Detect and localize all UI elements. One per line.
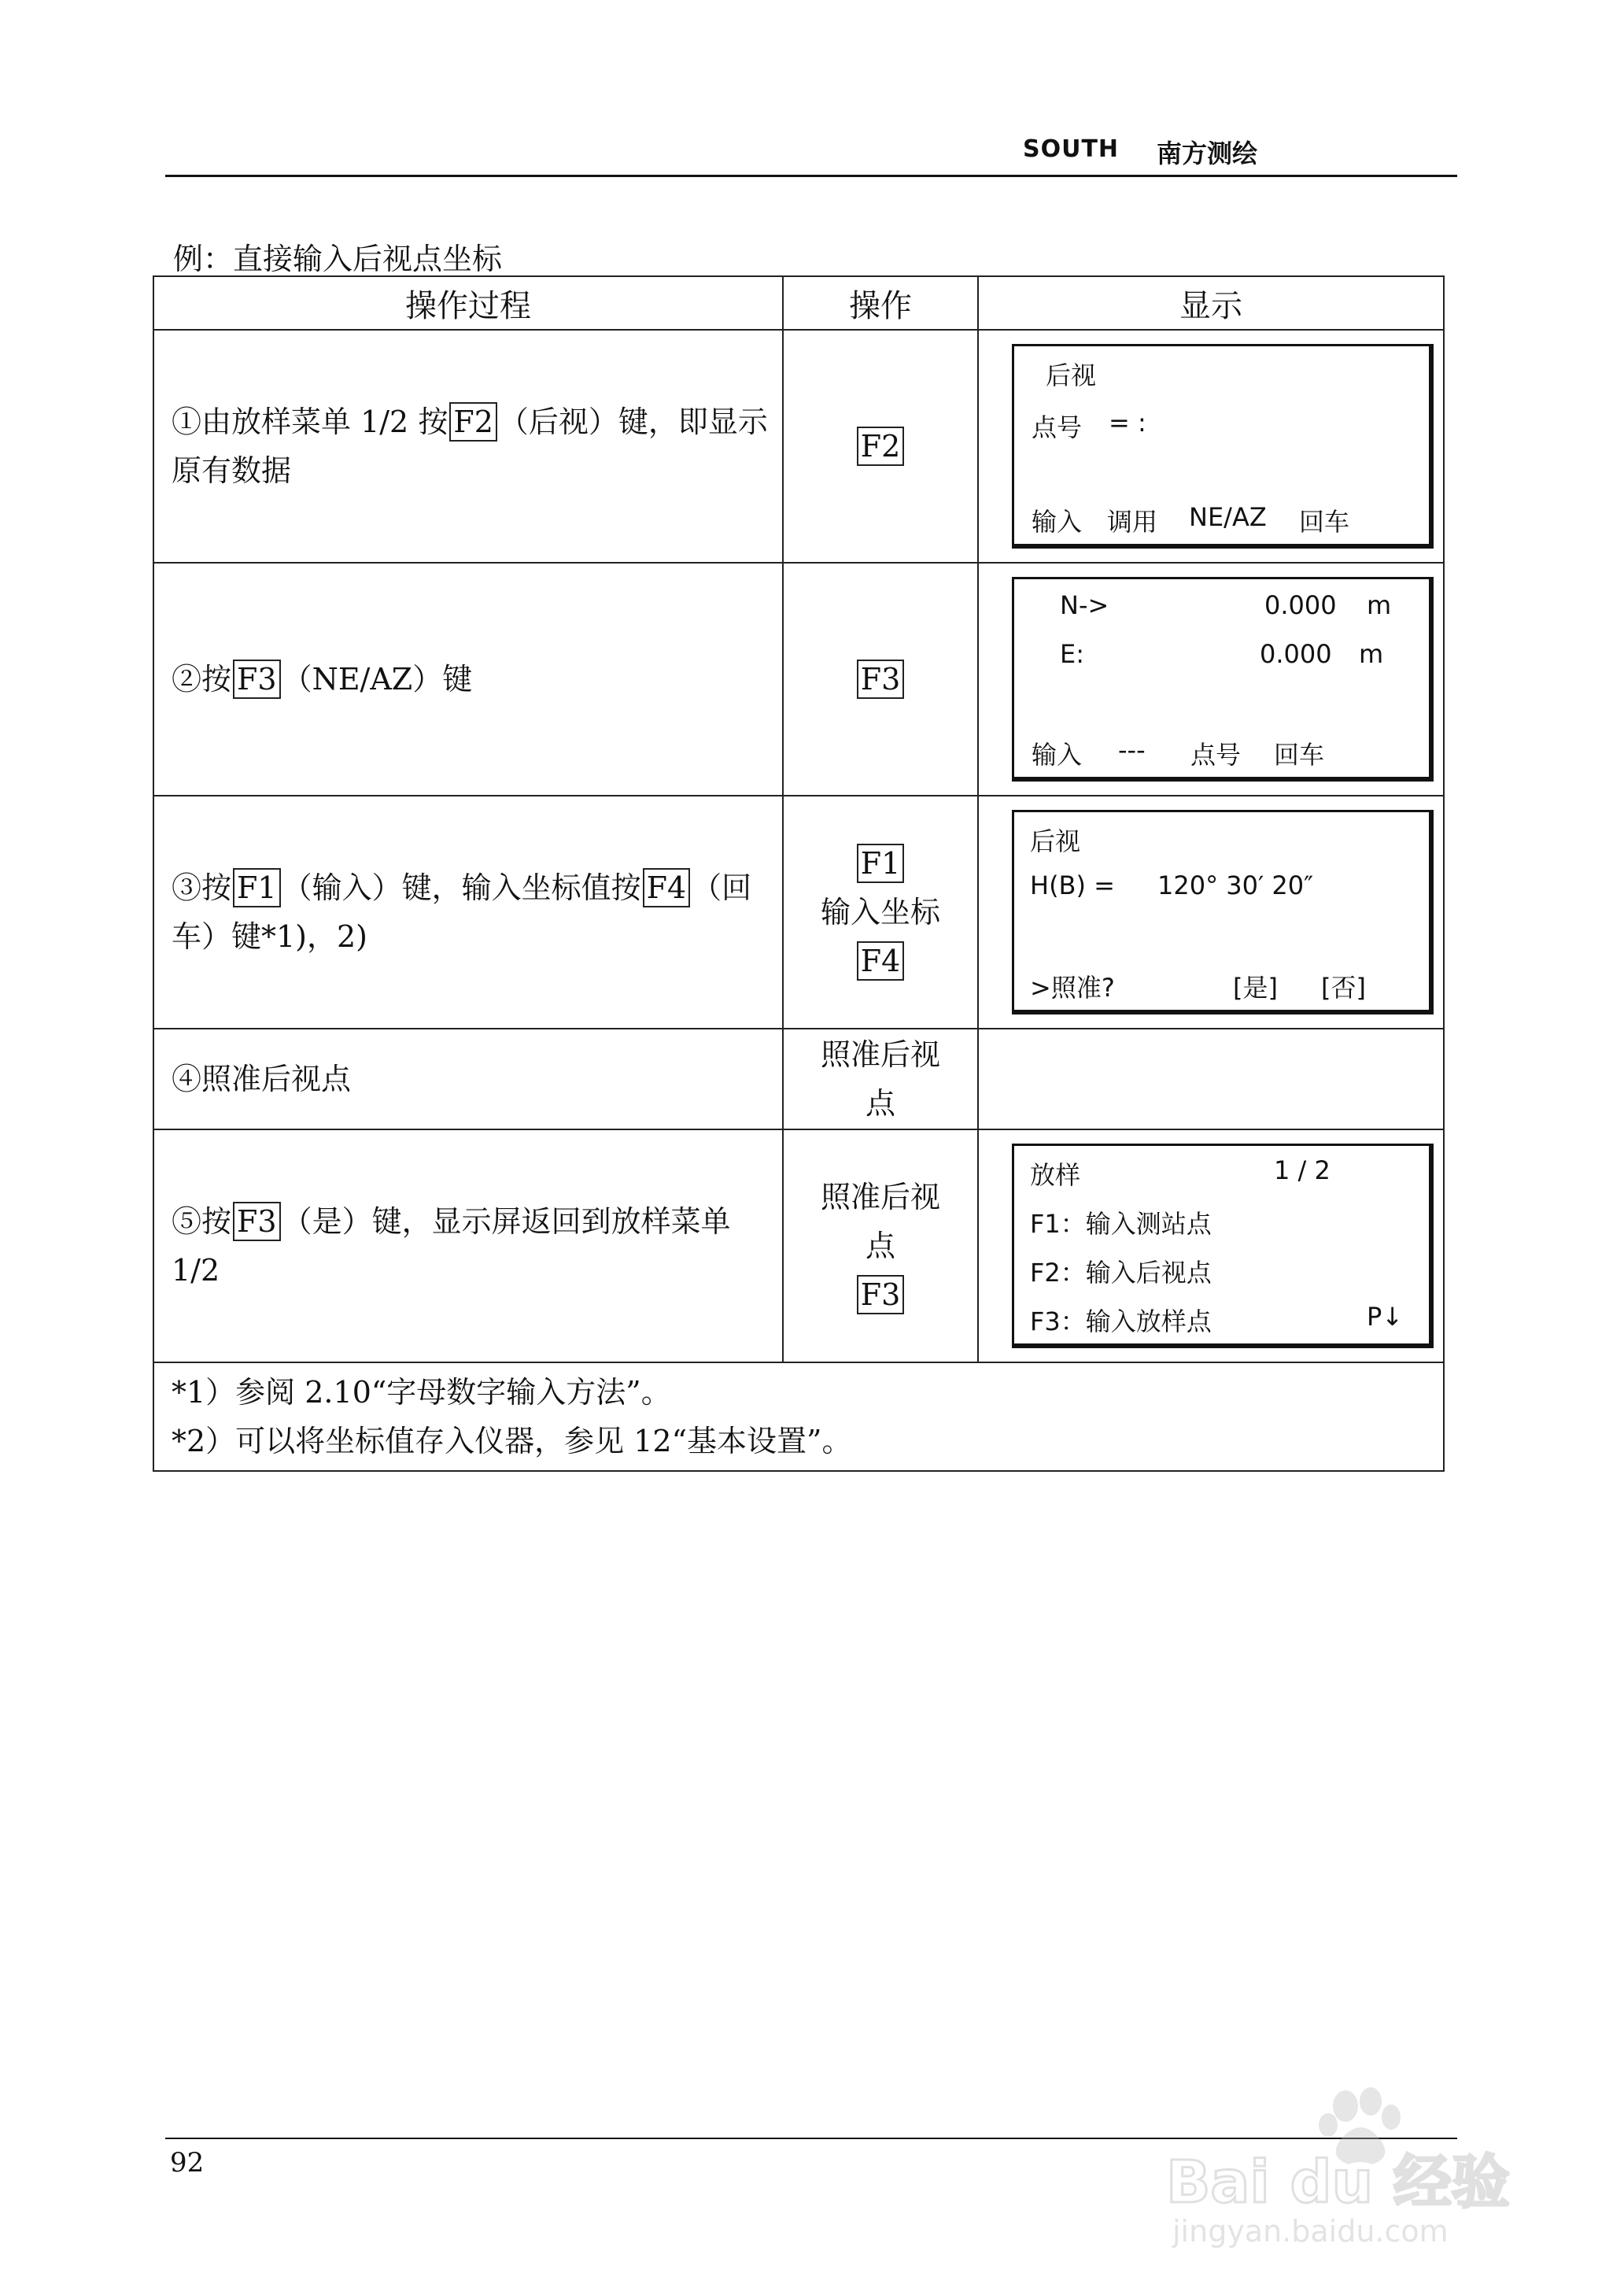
softkey-label: 输入 [1032, 740, 1083, 770]
notes-row [153, 1362, 1444, 1471]
header-display: 显示 [978, 276, 1444, 330]
screen-line: m [1367, 590, 1392, 620]
table-row [153, 796, 1444, 1029]
key-f2: F2 [449, 402, 497, 442]
example-caption: 例：直接输入后视点坐标 [173, 242, 503, 276]
screen-line: 后视 [1030, 826, 1081, 856]
table-row [153, 1029, 1444, 1129]
softkey-label: NE/AZ [1189, 502, 1267, 532]
operation-text: 点 [865, 1229, 895, 1263]
softkey-label: [是] [1233, 973, 1278, 1003]
softkey-label: 点号 [1190, 740, 1242, 770]
header-brand: SOUTH [1023, 135, 1120, 163]
display-2 [978, 563, 1444, 796]
screen-line: F1：输入测站点 [1030, 1209, 1212, 1239]
procedure-table [153, 275, 1445, 1472]
key-f3: F3 [233, 660, 281, 699]
display-1 [978, 330, 1444, 563]
display-4 [978, 1029, 1444, 1129]
display-3 [978, 796, 1444, 1029]
softkey-label: [否] [1321, 973, 1366, 1003]
header-operation: 操作 [783, 276, 978, 330]
lcd-screen [1012, 344, 1434, 549]
lcd-screen [1012, 577, 1434, 782]
note-1: *1）参阅 2.10“字母数字输入方法”。 [172, 1375, 671, 1410]
watermark-brand: Bai du 经验 [1166, 2149, 1510, 2216]
screen-line: 点号 [1032, 412, 1083, 442]
display-5 [978, 1129, 1444, 1362]
key-f2: F2 [857, 427, 905, 466]
key-f4: F4 [643, 868, 691, 907]
step-3: ③按 F1 （输入）键，输入坐标值按 F4 （回车）键*1)，2) [153, 796, 783, 1029]
screen-line: N-> [1060, 590, 1109, 620]
lcd-screen [1012, 1144, 1434, 1348]
operation-5 [783, 1129, 978, 1362]
table-header-row [153, 276, 1444, 330]
step-2: ②按 F3 （NE/AZ）键 [153, 563, 783, 796]
header-rule [165, 175, 1457, 177]
key-f3: F3 [233, 1202, 281, 1241]
step-1: ①由放样菜单 1/2 按 F2 （后视）键，即显示原有数据 [153, 330, 783, 563]
key-f3: F3 [857, 1275, 905, 1314]
operation-4 [783, 1029, 978, 1129]
lcd-screen [1012, 810, 1434, 1014]
screen-line: m [1359, 639, 1384, 669]
screen-line: = : [1109, 408, 1146, 438]
softkey-label: 调用 [1107, 507, 1158, 537]
page-number: 92 [170, 2147, 205, 2179]
step-4: ④照准后视点 [153, 1029, 783, 1129]
operation-2 [783, 563, 978, 796]
softkey-label: 回车 [1299, 507, 1350, 537]
operation-text: 照准后视 [820, 1180, 940, 1214]
note-2: *2）可以将坐标值存入仪器，参见 12“基本设置”。 [172, 1424, 852, 1458]
baidu-watermark-logo [1157, 2062, 1526, 2251]
operation-text: 输入坐标 [820, 895, 940, 929]
watermark-url: jingyan.baidu.com [1172, 2214, 1449, 2249]
screen-line: 1 / 2 [1274, 1155, 1331, 1185]
header-brand-cn: 南方测绘 [1157, 139, 1258, 168]
screen-line: E: [1060, 639, 1084, 669]
screen-line: F2：输入后视点 [1030, 1258, 1212, 1288]
header-procedure: 操作过程 [153, 276, 783, 330]
operation-text: 照准后视 [820, 1037, 940, 1072]
table-row [153, 1129, 1444, 1362]
operation-3 [783, 796, 978, 1029]
operation-1 [783, 330, 978, 563]
key-f1: F1 [233, 868, 281, 907]
screen-line: P↓ [1367, 1302, 1404, 1332]
table-row [153, 563, 1444, 796]
table-row [153, 330, 1444, 563]
screen-line: 0.000 [1264, 590, 1337, 620]
softkey-label: 输入 [1032, 507, 1083, 537]
key-f4: F4 [857, 941, 905, 981]
screen-line: 放样 [1030, 1160, 1081, 1190]
operation-text: 点 [865, 1086, 895, 1121]
screen-line: 后视 [1046, 360, 1097, 390]
screen-line: 0.000 [1260, 639, 1332, 669]
softkey-label: 回车 [1274, 740, 1325, 770]
softkey-label: --- [1118, 735, 1146, 765]
softkey-label: >照准? [1030, 973, 1115, 1003]
screen-line: 120° 30′ 20″ [1157, 870, 1314, 900]
key-f3: F3 [857, 660, 905, 699]
key-f1: F1 [857, 844, 905, 883]
screen-line: H(B) = [1030, 870, 1115, 900]
step-5: ⑤按 F3 （是）键，显示屏返回到放样菜单 1/2 [153, 1129, 783, 1362]
screen-line: F3：输入放样点 [1030, 1306, 1212, 1336]
notes-cell [153, 1362, 1444, 1471]
